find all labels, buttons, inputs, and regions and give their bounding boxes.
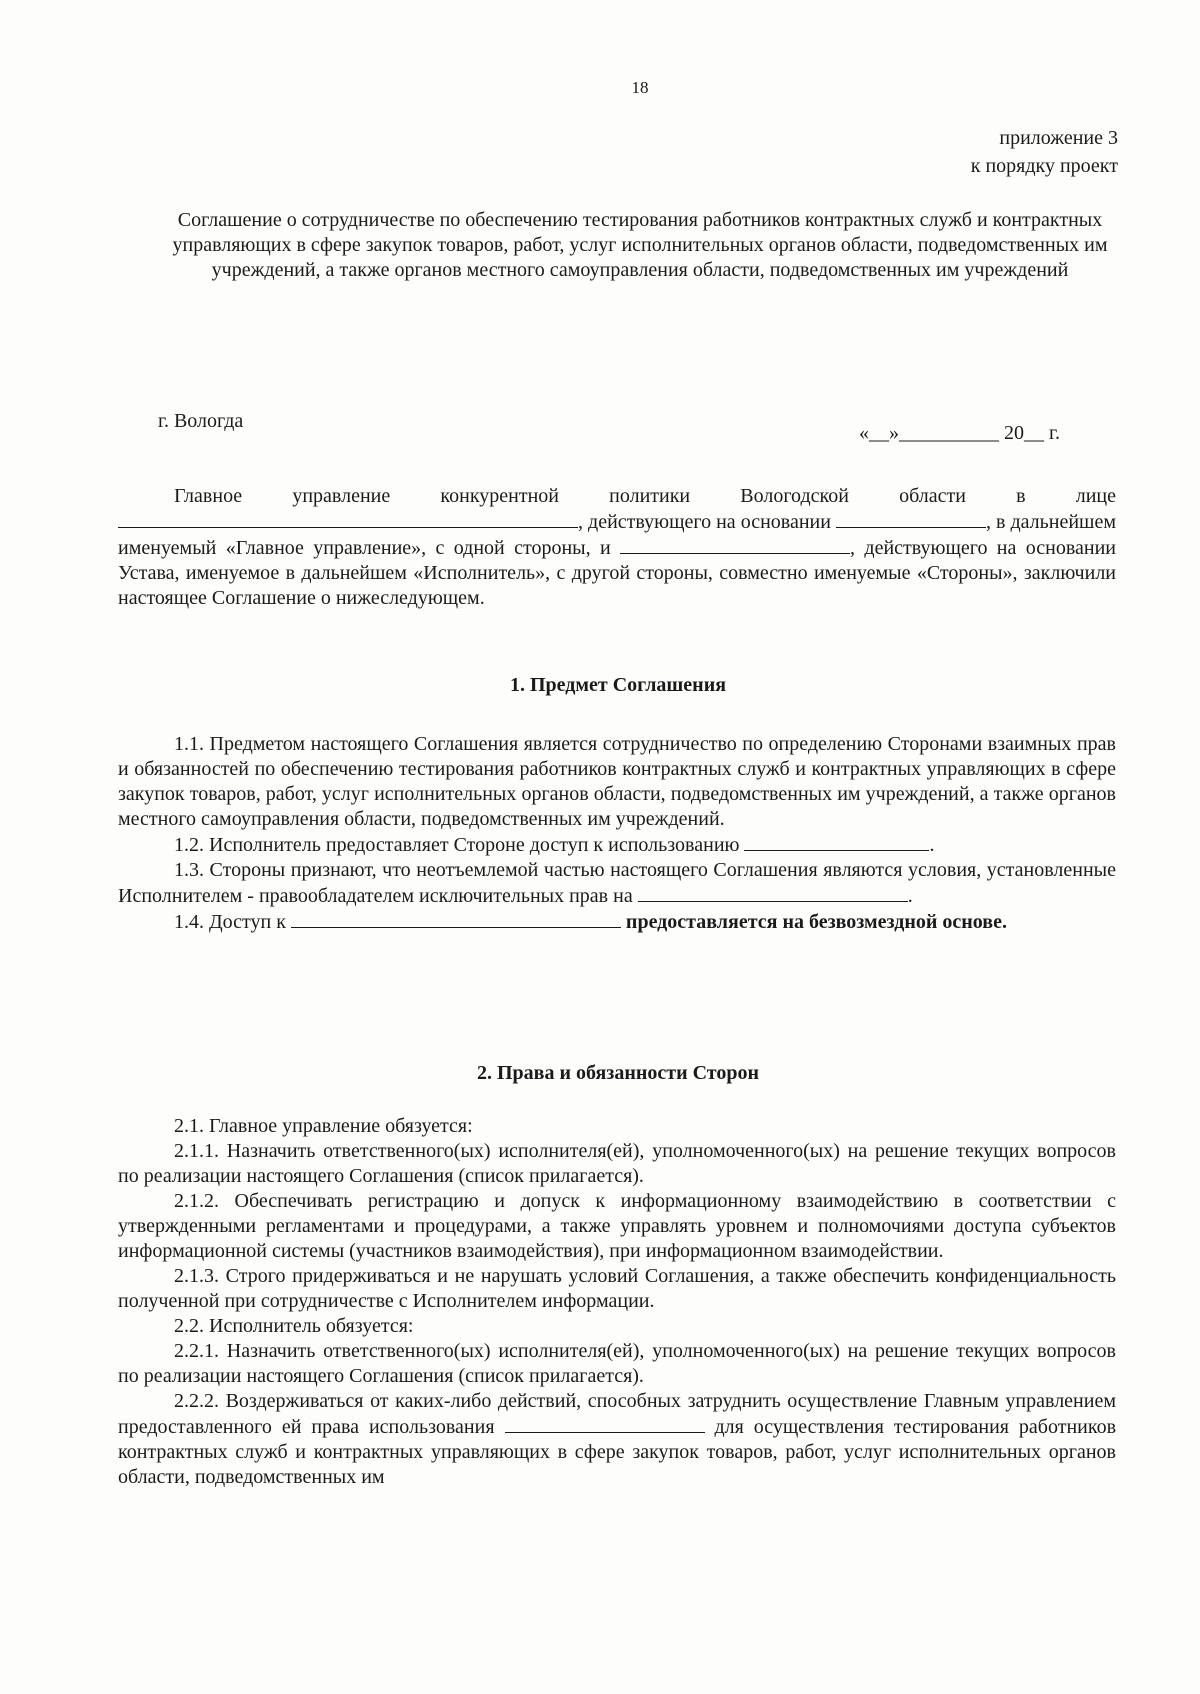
clause-2-2-2-text-b: для осуществления тестирования работников контрактных служб и контрактных управляющих в сфере закупок товаров, работ, услуг исполнительных органов области, подведомственных им — [118, 1416, 1117, 1488]
blank-basis — [836, 509, 986, 528]
clause-2-1-3: 2.1.3. Строго придерживаться и не нарушать условий Соглашения, а также обеспечить конфиденциальность полученной при сотрудничестве с Исполнителем информации. — [118, 1265, 1116, 1312]
annex-line-2: к порядку проект — [970, 155, 1118, 177]
date-placeholder: «__»__________ 20__ г. — [859, 422, 1060, 444]
section-1-body — [118, 732, 1116, 935]
blank-usage-object — [505, 1414, 705, 1433]
intro-part-2: , действующего на основании — [578, 511, 831, 533]
blank-access-object — [744, 832, 929, 851]
annex-reference — [971, 124, 1118, 180]
clause-1-2-text: 1.2. Исполнитель предоставляет Стороне доступ к использованию — [174, 834, 740, 856]
intro-part-4: , действующего на основании Устава, именуемое в дальнейшем «Исполнитель», с другой стороны, совместно именуемые «Стороны», заключили настоящее Соглашение о нижеследующем. — [118, 537, 1116, 609]
clause-1-3-text: 1.3. Стороны признают, что неотъемлемой частью настоящего Соглашения являются условия, установленные Исполнителем - правообладателем исключительных прав на — [118, 859, 1116, 907]
clause-1-4-text-b: предоставляется на безвозмездной основе. — [625, 911, 1007, 933]
clause-2-1: 2.1. Главное управление обязуется: — [174, 1115, 473, 1137]
city: г. Вологда — [158, 410, 244, 432]
annex-line-1: приложение 3 — [999, 127, 1118, 149]
clause-2-1-1: 2.1.1. Назначить ответственного(ых) исполнителя(ей), уполномоченного(ых) на решение текущих вопросов по реализации настоящего Соглашения (список прилагается). — [118, 1140, 1116, 1187]
section-2-heading: 2. Права и обязанности Сторон — [476, 1062, 760, 1084]
section-2-body — [118, 1114, 1116, 1490]
clause-2-2: 2.2. Исполнитель обязуется: — [174, 1315, 414, 1337]
blank-representative — [118, 509, 578, 528]
clause-1-2: 1.2. Исполнитель предоставляет Стороне доступ к использованию . — [174, 834, 935, 856]
clause-1-1: 1.1. Предметом настоящего Соглашения является сотрудничество по определению Сторонами взаимных прав и обязанностей по обеспечению тестирования работников контрактных служб и контрактных управляющих в сфере закупок товаров, работ, услуг исполнительных органов области, подведомственных им учреждений, а также органов местного самоуправления области, подведомственных им учреждений. — [118, 733, 1116, 830]
intro-paragraph — [118, 484, 1116, 611]
clause-2-2-2-text-a: 2.2.2. Воздерживаться от каких-либо действий, способных затруднить осуществление Главным управлением предоставленного ей права использования — [118, 1390, 1116, 1438]
blank-executor — [620, 535, 850, 554]
section-1-heading: 1. Предмет Соглашения — [509, 674, 727, 696]
clause-1-3: 1.3. Стороны признают, что неотъемлемой частью настоящего Соглашения являются условия, установленные Исполнителем - правообладателем исключительных прав на . — [118, 859, 1116, 907]
agreement-title: Соглашение о сотрудничестве по обеспечению тестирования работников контрактных служб и контрактных управляющих в сфере закупок товаров, работ, услуг исполнительных органов области, подведомственных им учреждений, а также органов местного самоуправления области, подведомственных им учреждений — [172, 209, 1108, 281]
intro-part-3: , в дальнейшем именуемый «Главное управление», с одной стороны, и — [118, 511, 1116, 559]
clause-1-4 — [118, 909, 1116, 935]
clause-2-2-1: 2.2.1. Назначить ответственного(ых) исполнителя(ей), уполномоченного(ых) на решение текущих вопросов по реализации настоящего Соглашения (список прилагается). — [118, 1340, 1116, 1387]
clause-1-4-text-a: 1.4. Доступ к — [174, 911, 286, 933]
intro-part-1: Главное управление конкурентной политики Вологодской области в лице — [174, 485, 1116, 507]
clause-2-1-2: 2.1.2. Обеспечивать регистрацию и допуск к информационному взаимодействию в соответствии с утвержденными регламентами и процедурами, а также управлять уровнем и полномочиями доступа субъектов информационной системы (участников взаимодействия), при информационном взаимодействии. — [118, 1190, 1116, 1262]
blank-rights-object — [638, 883, 908, 902]
clause-2-2-2 — [118, 1389, 1116, 1490]
blank-free-access-object — [291, 909, 621, 928]
page-number: 18 — [631, 78, 649, 97]
